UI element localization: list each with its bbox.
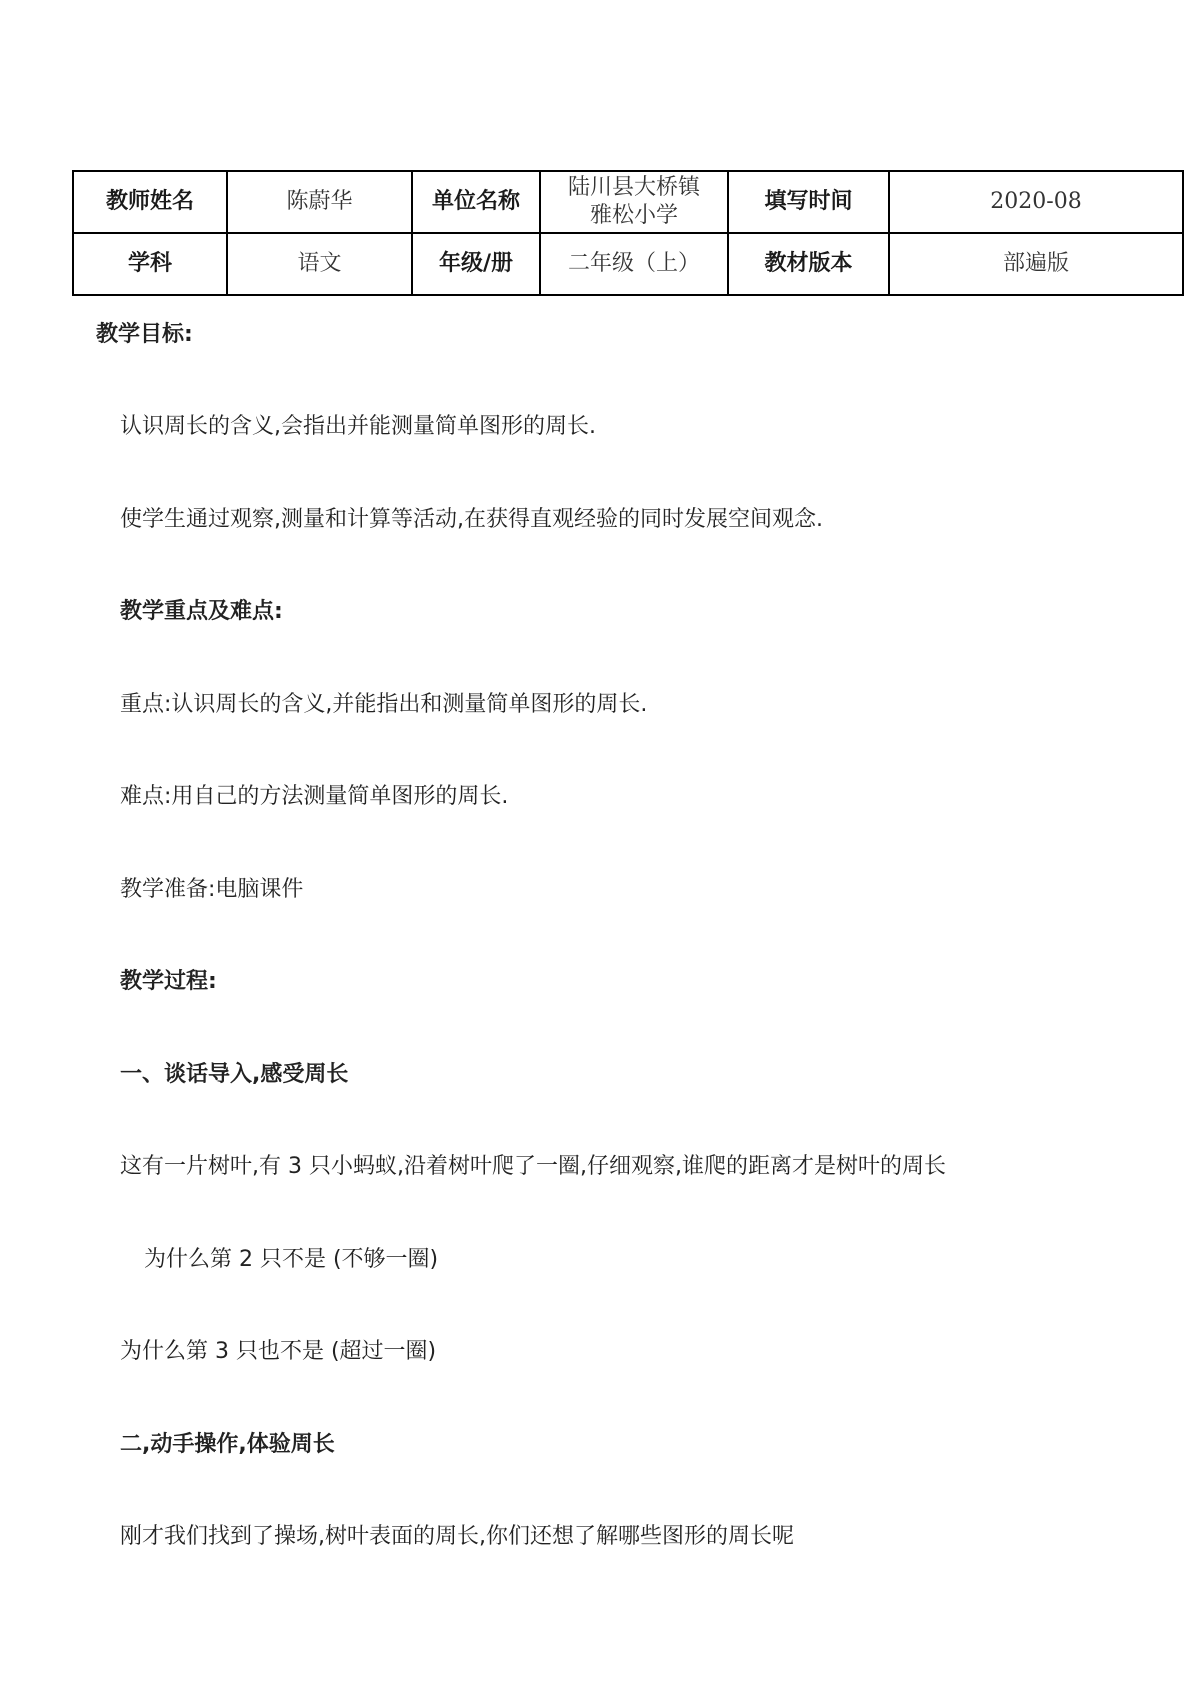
section-1-line-1: 这有一片树叶,有 3 只小蚂蚁,沿着树叶爬了一圈,仔细观察,谁爬的距离才是树叶的周长 (120, 1154, 946, 1179)
section-2-heading: 二,动手操作,体验周长 (120, 1432, 335, 1457)
info-table (72, 170, 1184, 296)
info-table-value-cell: 陆川县大桥镇 雅松小学 (540, 171, 728, 233)
info-table-row (73, 171, 1183, 233)
info-table-header-cell: 年级/册 (412, 233, 540, 295)
info-table-header-cell: 教材版本 (728, 233, 889, 295)
section-1-heading: 一、谈话导入,感受周长 (120, 1062, 349, 1087)
info-table-header-cell: 单位名称 (412, 171, 540, 233)
info-table-value-cell: 部遍版 (889, 233, 1183, 295)
process-heading: 教学过程: (120, 969, 217, 994)
key-point: 重点:认识周长的含义,并能指出和测量简单图形的周长. (120, 692, 648, 717)
info-table-value-cell: 2020-08 (889, 171, 1183, 233)
info-table-value-cell: 陈蔚华 (227, 171, 412, 233)
objectives-heading: 教学目标: (96, 322, 193, 347)
objective-1: 认识周长的含义,会指出并能测量简单图形的周长. (120, 414, 596, 439)
section-1-line-3: 为什么第 3 只也不是 (超过一圈) (120, 1339, 437, 1364)
preparation: 教学准备:电脑课件 (120, 877, 304, 902)
difficulty: 难点:用自己的方法测量简单图形的周长. (120, 784, 509, 809)
info-table-value-cell: 二年级（上） (540, 233, 728, 295)
info-table-header-cell: 填写时间 (728, 171, 889, 233)
key-points-heading: 教学重点及难点: (120, 599, 283, 624)
info-table-row (73, 233, 1183, 295)
info-table-header-cell: 学科 (73, 233, 227, 295)
section-1-line-2: 为什么第 2 只不是 (不够一圈) (144, 1247, 439, 1272)
objective-2: 使学生通过观察,测量和计算等活动,在获得直观经验的同时发展空间观念. (120, 507, 823, 532)
info-table-header-cell: 教师姓名 (73, 171, 227, 233)
section-2-line-1: 刚才我们找到了操场,树叶表面的周长,你们还想了解哪些图形的周长呢 (120, 1524, 794, 1549)
info-table-value-cell: 语文 (227, 233, 412, 295)
